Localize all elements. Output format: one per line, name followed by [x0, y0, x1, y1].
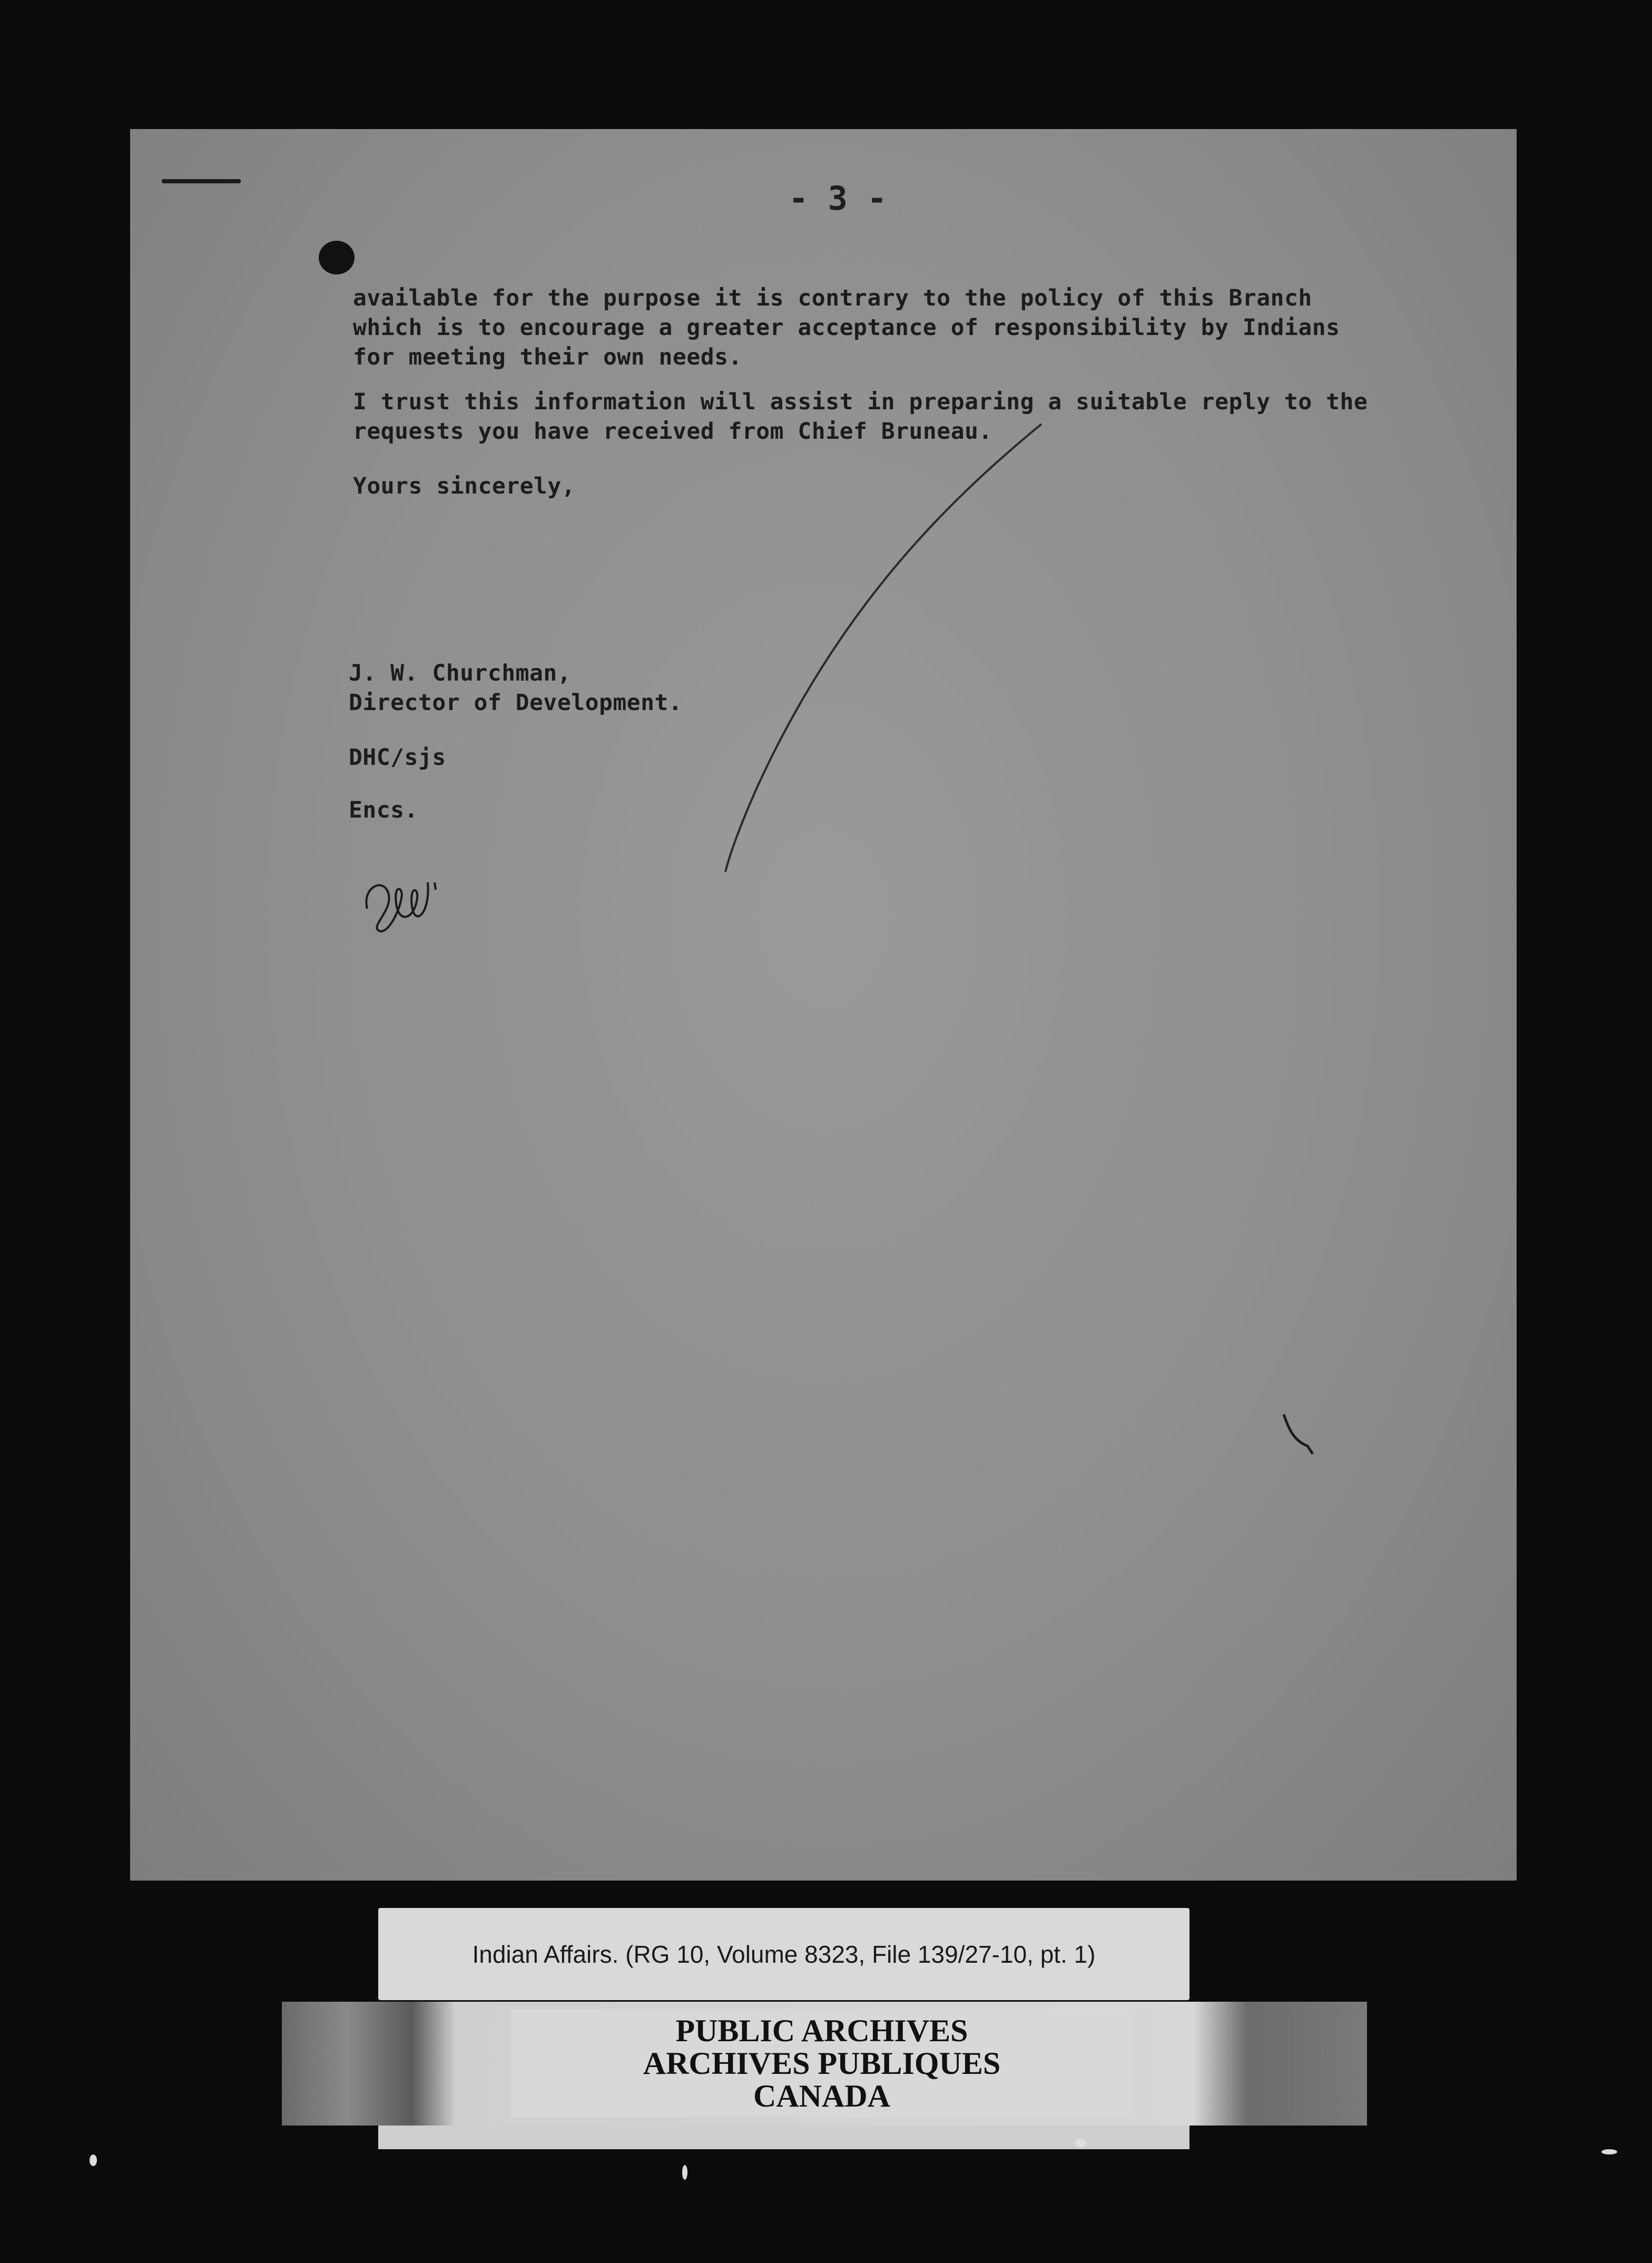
archive-line-2: ARCHIVES PUBLIQUES: [643, 2045, 1001, 2081]
reference-initials: DHC/sjs: [349, 744, 446, 771]
page-number: - 3 -: [789, 179, 887, 218]
signatory-title: Director of Development.: [349, 690, 683, 716]
enclosure-note: Encs.: [349, 797, 418, 823]
handwritten-initials: [357, 867, 441, 940]
signatory-name: J. W. Churchman,: [349, 660, 572, 686]
archive-stamp: [511, 2009, 1133, 2117]
film-speck: [90, 2154, 97, 2166]
archive-stamp-text: [511, 2009, 1133, 2117]
paragraph-2: [353, 387, 1368, 446]
bottom-strip: [378, 2126, 1189, 2149]
ink-blot: [319, 241, 355, 274]
archive-line-3: CANADA: [753, 2078, 890, 2113]
closing: Yours sincerely,: [353, 473, 576, 499]
paragraph-1: [353, 283, 1340, 372]
film-speck: [682, 2165, 687, 2180]
paragraph-1-line: available for the purpose it is contrary to the policy of this Branch: [353, 285, 1312, 311]
letter-page: [130, 129, 1517, 1881]
paragraph-1-line: which is to encourage a greater acceptance of responsibility by Indians: [353, 314, 1340, 341]
film-speck: [1075, 2139, 1086, 2147]
paragraph-1-line: for meeting their own needs.: [353, 344, 742, 370]
page-edge-mark: [162, 179, 241, 183]
archive-line-1: PUBLIC ARCHIVES: [675, 2013, 968, 2048]
archive-citation-card: [378, 1908, 1189, 2000]
archive-stamp-strip: [282, 2002, 1367, 2126]
film-speck: [1601, 2149, 1617, 2154]
paragraph-2-line: requests you have received from Chief Bruneau.: [353, 418, 992, 445]
paragraph-2-line: I trust this information will assist in preparing a suitable reply to the: [353, 389, 1368, 415]
archive-citation: Indian Affairs. (RG 10, Volume 8323, File 139/27-10, pt. 1): [472, 1940, 1096, 1968]
